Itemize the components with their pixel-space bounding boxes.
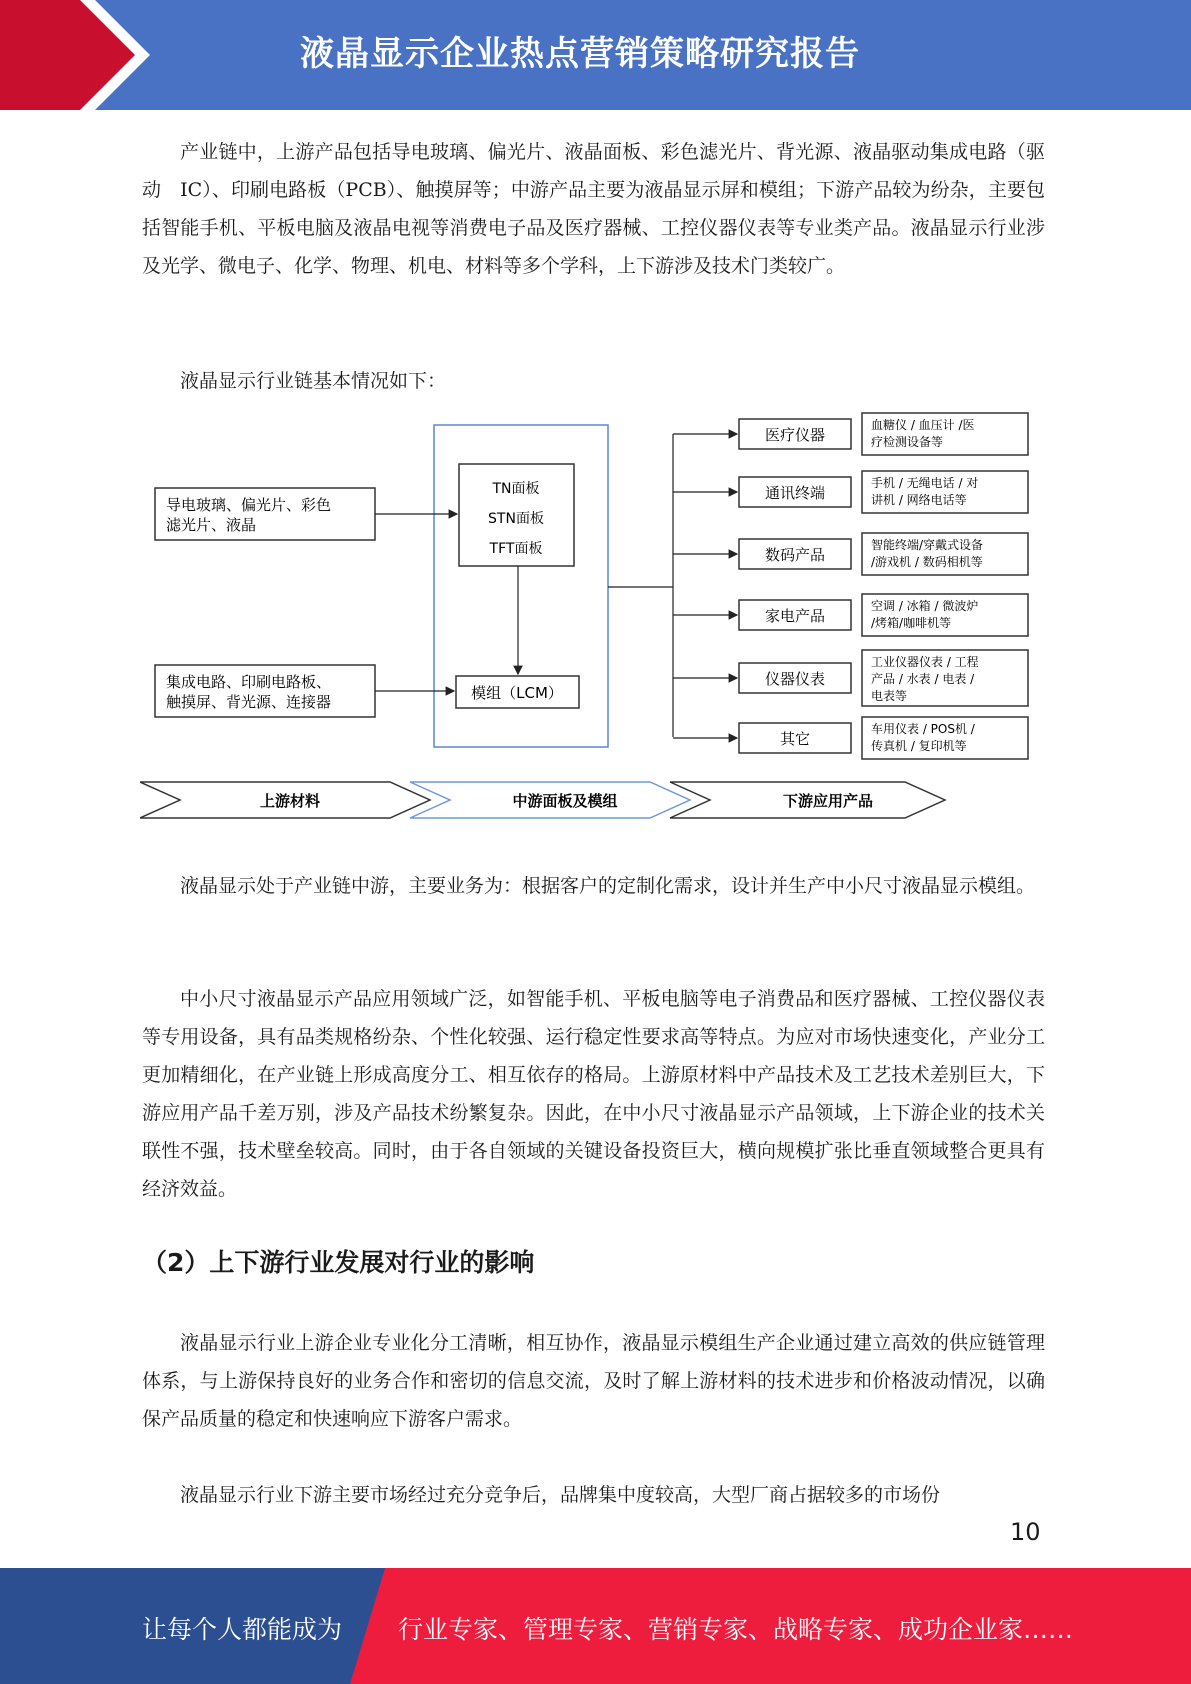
paragraph-downstream-impact: 液晶显示行业下游主要市场经过充分竞争后，品牌集中度较高，大型厂商占据较多的市场份 bbox=[180, 1484, 941, 1506]
products-line: 疗检测设备等 bbox=[871, 435, 944, 449]
footer-slogan-right: 行业专家、管理专家、营销专家、战略专家、成功企业家…… bbox=[398, 1615, 1074, 1644]
report-title: 液晶显示企业热点营销策略研究报告 bbox=[300, 34, 860, 74]
stage-midstream-label: 中游面板及模组 bbox=[512, 792, 618, 810]
upstream-box-2-line1: 集成电路、印刷电路板、 bbox=[166, 673, 332, 691]
module-label: 模组（LCM） bbox=[471, 684, 563, 702]
products-line: 产品 / 水表 / 电表 / bbox=[871, 672, 975, 686]
paragraph-industry-chain: 产业链中，上游产品包括导电玻璃、偏光片、液晶面板、彩色滤光片、背光源、液晶驱动集成电路（驱动 IC）、印刷电路板（PCB）、触摸屏等；中游产品主要为液晶显示屏和模组；下游产品较为纷杂，主要包括智能手机、平板电脑及液晶电视等消费电子品及医疗器械、工控仪器仪表等专业类产品。液晶显示行业涉及光学、微电子、化学、物理、机电、材料等多个学科，上下游涉及技术门类较广。 bbox=[142, 141, 1045, 277]
section-heading: （2）上下游行业发展对行业的影响 bbox=[142, 1248, 535, 1277]
products-line: 电表等 bbox=[871, 689, 908, 703]
page-header bbox=[0, 0, 1191, 110]
products-line: /游戏机 / 数码相机等 bbox=[871, 555, 983, 569]
panel-type-tn: TN面板 bbox=[492, 481, 540, 497]
products-line: 手机 / 无绳电话 / 对 bbox=[871, 476, 979, 490]
products-line: 工业仪器仪表 / 工程 bbox=[871, 655, 979, 669]
industry-chain-diagram bbox=[140, 412, 1040, 827]
upstream-box-2-line2: 触摸屏、背光源、连接器 bbox=[166, 693, 332, 711]
category-label: 其它 bbox=[779, 730, 811, 748]
upstream-box-1-line2: 滤光片、液晶 bbox=[166, 516, 257, 534]
page-number: 10 bbox=[1010, 1518, 1041, 1546]
stage-upstream-label: 上游材料 bbox=[259, 792, 321, 810]
products-line: 智能终端/穿戴式设备 bbox=[871, 538, 984, 552]
category-label: 数码产品 bbox=[764, 546, 826, 564]
panel-type-stn: STN面板 bbox=[488, 511, 544, 527]
category-label: 家电产品 bbox=[764, 607, 826, 625]
products-line: /烤箱/咖啡机等 bbox=[871, 616, 952, 630]
products-line: 车用仪表 / POS机 / bbox=[871, 722, 975, 736]
page-footer bbox=[0, 1568, 1191, 1684]
products-line: 空调 / 冰箱 / 微波炉 bbox=[871, 599, 979, 613]
footer-slogan-left: 让每个人都能成为 bbox=[142, 1615, 343, 1644]
products-line: 传真机 / 复印机等 bbox=[871, 739, 967, 753]
products-line: 讲机 / 网络电话等 bbox=[871, 493, 967, 507]
category-label: 通讯终端 bbox=[764, 484, 826, 502]
products-line: 血糖仪 / 血压计 /医 bbox=[871, 418, 975, 432]
paragraph-midstream-position: 液晶显示处于产业链中游，主要业务为：根据客户的定制化需求，设计并生产中小尺寸液晶显示模组。 bbox=[180, 875, 1036, 897]
upstream-box-1-line1: 导电玻璃、偏光片、彩色 bbox=[166, 496, 332, 514]
paragraph-application-fields: 中小尺寸液晶显示产品应用领域广泛，如智能手机、平板电脑等电子消费品和医疗器械、工控仪器仪表等专用设备，具有品类规格纷杂、个性化较强、运行稳定性要求高等特点。为应对市场快速变化，产业分工更加精细化，在产业链上形成高度分工、相互依存的格局。上游原材料中产品技术及工艺技术差别巨大，下游应用产品千差万别，涉及产品技术纷繁复杂。因此，在中小尺寸液晶显示产品领域，上下游企业的技术关联性不强，技术壁垒较高。同时，由于各自领域的关键设备投资巨大，横向规模扩张比垂直领域整合更具有经济效益。 bbox=[142, 988, 1045, 1200]
paragraph-upstream-impact: 液晶显示行业上游企业专业化分工清晰，相互协作，液晶显示模组生产企业通过建立高效的供应链管理体系，与上游保持良好的业务合作和密切的信息交流，及时了解上游材料的技术进步和价格波动情况，以确保产品质量的稳定和快速响应下游客户需求。 bbox=[142, 1332, 1045, 1430]
panel-type-tft: TFT面板 bbox=[489, 541, 543, 557]
category-label: 仪器仪表 bbox=[764, 670, 826, 688]
header-chevron-graphic bbox=[0, 0, 160, 110]
stage-downstream-label: 下游应用产品 bbox=[782, 792, 874, 810]
category-label: 医疗仪器 bbox=[764, 426, 826, 444]
paragraph-chain-intro: 液晶显示行业链基本情况如下： bbox=[180, 370, 447, 392]
